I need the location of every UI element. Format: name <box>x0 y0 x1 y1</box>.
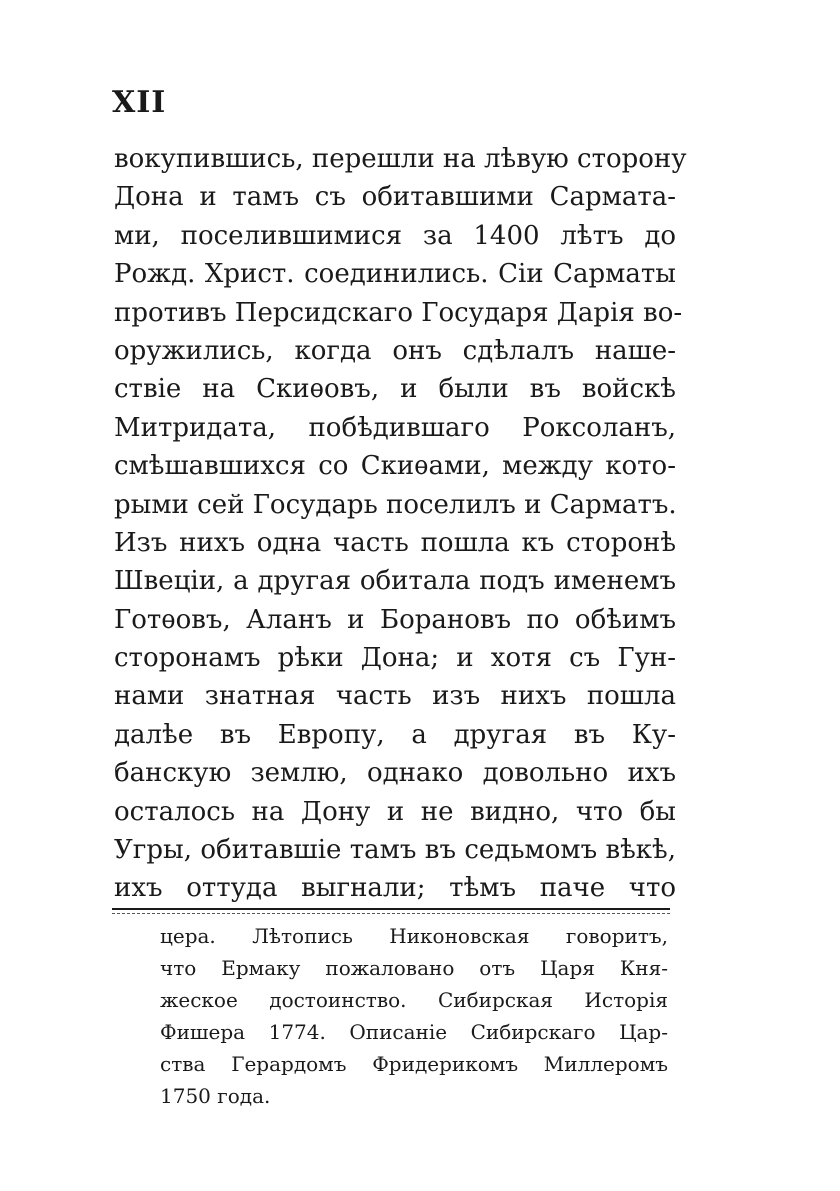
footnote <box>160 920 668 1112</box>
text-line: сторонамъ рѣки Дона; и хотя съ Гун- <box>114 643 676 674</box>
text-line: ми, поселившимися за 1400 лѣтъ до <box>114 220 676 251</box>
text-line: вокупившись, перешли на лѣвую сторону <box>114 144 687 174</box>
text-line: Швеціи, а другая обитала подъ именемъ <box>114 566 676 597</box>
text-line: Угры, обитавшіе тамъ въ седьмомъ вѣкѣ, <box>114 835 676 866</box>
text-line: оружились, когда онъ сдѣлалъ наше- <box>114 335 676 366</box>
text-line: противъ Персидскаго Государя Дарія во- <box>114 297 683 328</box>
footnote-separator <box>112 908 670 910</box>
page-number: XII <box>112 85 167 120</box>
footnote-line: жеское достоинство. Сибирская Исторія <box>160 988 668 1012</box>
footnote-line: 1750 года. <box>160 1084 271 1108</box>
footnote-line: Фишера 1774. Описаніе Сибирскаго Цар- <box>160 1020 668 1044</box>
text-line: далѣе въ Европу, а другая въ Ку- <box>114 719 676 750</box>
text-line: ствіе на Скиѳовъ, и были въ войскѣ <box>114 374 676 405</box>
text-line: Дона и тамъ съ обитавшими Сармата- <box>114 182 676 213</box>
footnote-line: цера. Лѣтопись Никоновская говоритъ, <box>160 924 668 948</box>
text-line: Изъ нихъ одна часть пошла къ сторонѣ <box>114 527 676 558</box>
text-line: Готѳовъ, Аланъ и Борановъ по обѣимъ <box>114 604 676 635</box>
text-line: нами знатная часть изъ нихъ пошла <box>114 681 676 712</box>
text-line: осталось на Дону и не видно, что бы <box>114 796 676 827</box>
footnote-line: ства Герардомъ Фридерикомъ Миллеромъ <box>160 1052 668 1076</box>
main-text <box>114 140 687 908</box>
footnote-separator-dashes <box>112 913 670 914</box>
text-line: смѣшавшихся со Скиѳами, между кото- <box>114 451 676 482</box>
text-line: Рожд. Христ. соединились. Сіи Сарматы <box>114 259 676 290</box>
text-line: рыми сей Государь поселилъ и Сарматъ. <box>114 489 677 520</box>
text-line: банскую землю, однако довольно ихъ <box>114 758 676 789</box>
text-line: ихъ оттуда выгнали; тѣмъ паче что <box>114 873 676 904</box>
text-line: Митридата, побѣдившаго Роксоланъ, <box>114 412 676 443</box>
footnote-line: что Ермаку пожаловано отъ Царя Кня- <box>160 956 668 980</box>
